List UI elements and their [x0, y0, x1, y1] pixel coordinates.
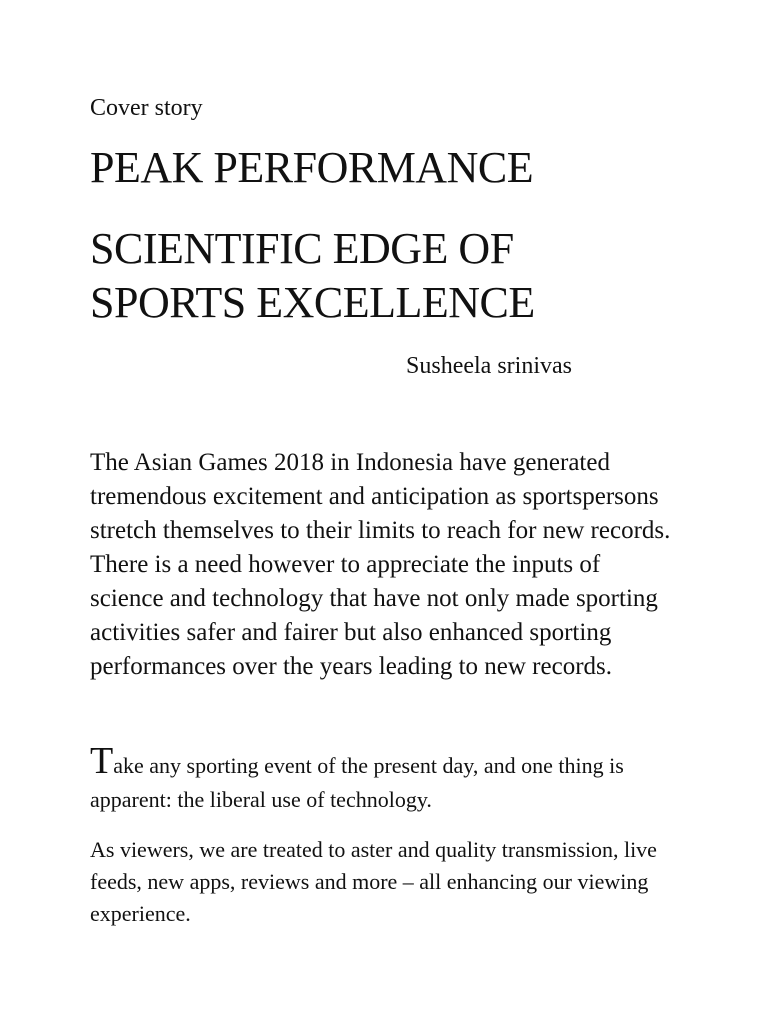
body-line: experience. — [90, 901, 191, 926]
body-paragraph — [90, 834, 690, 930]
drop-cap: T — [90, 740, 114, 782]
intro-line: tremendous excitement and anticipation as sportspersons — [90, 483, 659, 510]
intro-line: performances over the years leading to new records. — [90, 653, 612, 680]
lead-line: apparent: the liberal use of technology. — [90, 787, 432, 812]
body-line: feeds, new apps, reviews and more – all enhancing our viewing — [90, 869, 649, 894]
section-kicker: Cover story — [90, 95, 203, 121]
article-title: PEAK PERFORMANCE — [90, 143, 534, 192]
intro-paragraph — [90, 446, 690, 684]
author-byline: Susheela srinivas — [406, 353, 572, 379]
subtitle-line: SCIENTIFIC EDGE OF — [90, 224, 514, 273]
intro-line: stretch themselves to their limits to reach for new records. — [90, 517, 671, 544]
intro-line: The Asian Games 2018 in Indonesia have generated — [90, 449, 610, 476]
lead-line-text: ake any sporting event of the present day, and one thing is — [113, 753, 624, 778]
lead-paragraph — [90, 740, 690, 817]
lead-line — [90, 740, 690, 783]
body-line: As viewers, we are treated to aster and quality transmission, live — [90, 837, 657, 862]
subtitle-line: SPORTS EXCELLENCE — [90, 278, 535, 327]
intro-line: science and technology that have not only made sporting — [90, 585, 658, 612]
intro-line: There is a need however to appreciate the inputs of — [90, 551, 601, 578]
intro-line: activities safer and fairer but also enhanced sporting — [90, 619, 612, 646]
article-subtitle — [90, 222, 535, 330]
